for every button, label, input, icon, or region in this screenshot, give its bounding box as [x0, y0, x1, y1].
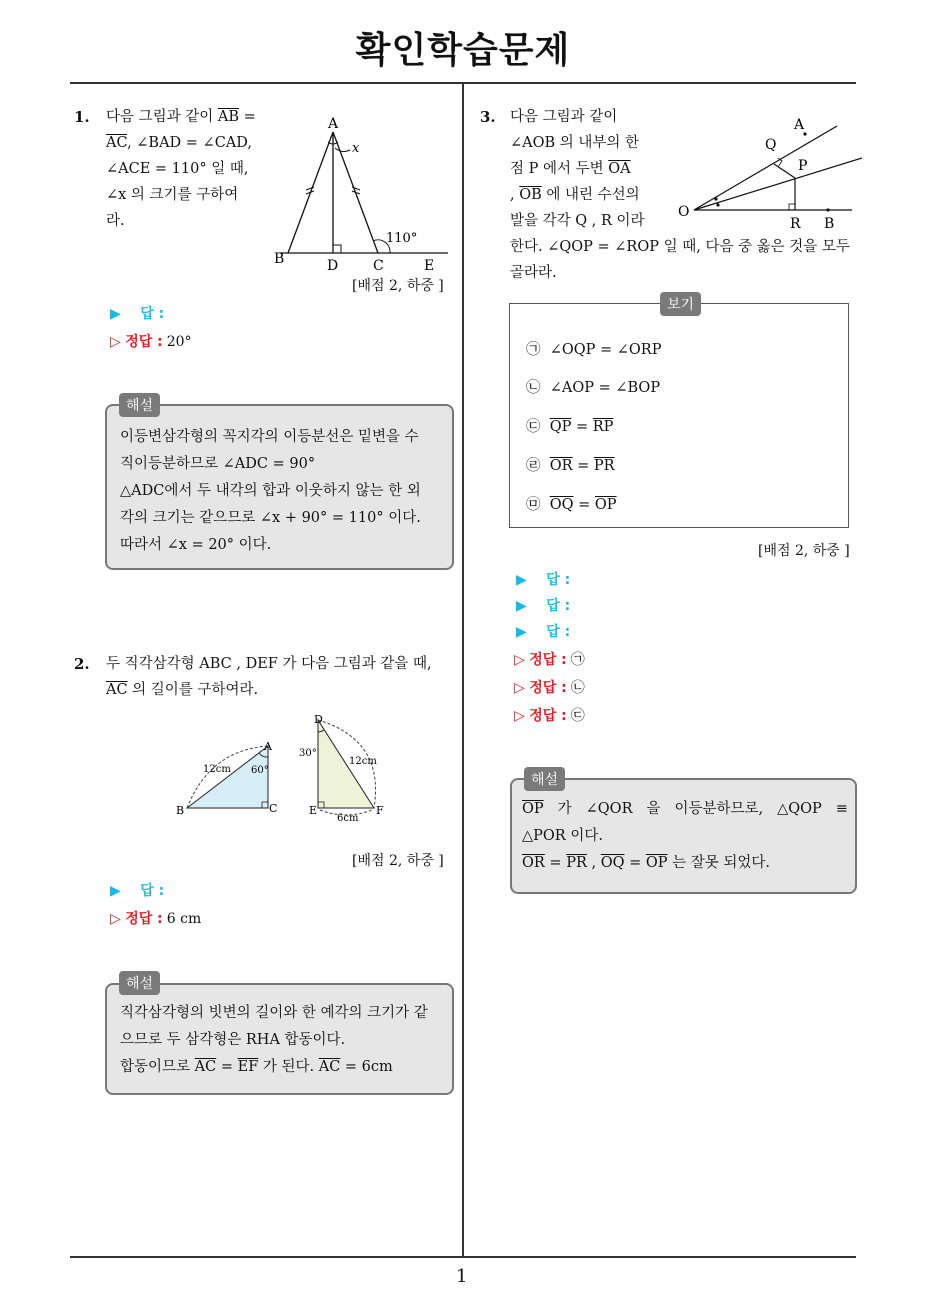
q3-correct-1: ▷ 정답 : ㉠	[514, 652, 585, 668]
q1-number: 1.	[74, 108, 90, 126]
q1-text: 다음 그림과 같이 $\overline{AB}$ = $\overline{AC}$, ∠BAD = ∠CAD, ∠ACE = 110° 일 때, ∠x 의 크기를 구하여 라.	[106, 109, 256, 229]
q3-explanation-text: $\overline{OP}$ 가 ∠QOR 을 이등분하므로, △QOP ≡ △POR 이다. $\overline{OR} = \overline{PR}$ , $\overline{OQ} = \overline{OP}$ 는 잘못 되었다.	[522, 801, 848, 871]
q2-label-12cm-1: 12cm	[203, 764, 231, 775]
q2-label-F: F	[376, 804, 384, 817]
q3-label-P: P	[798, 158, 808, 174]
q3-label-R: R	[790, 216, 801, 232]
q3-explanation-box	[510, 778, 857, 894]
bogi-item-3: ㉢ $\overline{QP} = \overline{RP}$	[526, 419, 614, 435]
q3-angle-figure	[672, 108, 862, 233]
q2-label-B: B	[176, 804, 185, 817]
q2-correct: ▷ 정답 : 6 cm	[110, 911, 202, 927]
q2-score: [배점 2, 하중 ]	[352, 853, 444, 869]
q2-label-30: 30°	[299, 748, 317, 759]
bogi-item-1: ㉠ ∠OQP = ∠ORP	[526, 342, 662, 358]
q3-bogi-box	[509, 303, 849, 528]
bogi-item-5: ㉤ $\overline{OQ} = \overline{OP}$	[526, 497, 617, 513]
q2-explanation-tag: 해설	[119, 971, 160, 995]
q2-label-C: C	[269, 802, 278, 815]
q3-explanation-tag: 해설	[524, 767, 565, 791]
q2-answer: ▶ 답 :	[110, 883, 165, 899]
q3-bogi-tag: 보기	[660, 292, 701, 316]
q1-answer: ▶ 답 :	[110, 306, 165, 322]
page-title: 확인학습문제	[355, 30, 571, 71]
q3-number: 3.	[480, 108, 496, 126]
q3-answer-2: ▶ 답 :	[516, 598, 571, 614]
q1-explanation-box	[105, 404, 454, 570]
q3-text-cont: 한다. ∠QOP = ∠ROP 일 때, 다음 중 옳은 것을 모두 골라라.	[510, 239, 850, 281]
bogi-item-2: ㉡ ∠AOP = ∠BOP	[526, 380, 661, 396]
q2-number: 2.	[74, 655, 90, 673]
q2-label-12cm-2: 12cm	[349, 756, 377, 767]
q3-score: [배점 2, 하중 ]	[758, 543, 850, 559]
q3-label-Q: Q	[765, 137, 777, 153]
q1-score: [배점 2, 하중 ]	[352, 278, 444, 294]
q1-label-x: x	[352, 141, 360, 156]
page-number: 1	[456, 1266, 468, 1287]
q2-label-D: D	[314, 713, 323, 726]
q1-label-E: E	[424, 258, 435, 274]
q1-label-D: D	[327, 258, 339, 274]
q2-explanation-box	[105, 983, 454, 1095]
q1-explanation-tag: 해설	[119, 393, 160, 417]
q1-triangle-figure	[270, 110, 460, 275]
q3-answer-1: ▶ 답 :	[516, 572, 571, 588]
q1-label-110: 110°	[386, 231, 418, 246]
q2-text: 두 직각삼각형 ABC , DEF 가 다음 그림과 같을 때, $\overline{AC}$ 의 길이를 구하여라.	[106, 656, 432, 698]
q3-answer-3: ▶ 답 :	[516, 624, 571, 640]
q3-correct-3: ▷ 정답 : ㉢	[514, 708, 585, 724]
q2-explanation-text: 직각삼각형의 빗변의 길이와 한 예각의 크기가 같 으므로 두 삼각형은 RHA 합동이다. 합동이므로 $\overline{AC} = \overline{EF}$ 가 된다. $\overline{AC} = 6cm$	[120, 1005, 428, 1075]
bottom-rule	[70, 1256, 856, 1258]
column-divider	[462, 84, 464, 1258]
q3-correct-2: ▷ 정답 : ㉡	[514, 680, 585, 696]
q3-label-B: B	[824, 216, 835, 232]
q2-label-60: 60°	[251, 765, 269, 776]
q3-text: 다음 그림과 같이 ∠AOB 의 내부의 한 점 P 에서 두변 $\overline{OA}$ , $\overline{OB}$ 에 내린 수선의 발을 각각 Q , R 이라	[510, 109, 645, 229]
q1-correct: ▷ 정답 : 20°	[110, 334, 192, 350]
q1-explanation-text: 이등변삼각형의 꼭지각의 이등분선은 밑변을 수 직이등분하므로 ∠ADC = 90° △ADC에서 두 내각의 합과 이웃하지 않는 한 외 각의 크기는 같으므로 ∠x + 90° = 110° 이다. 따라서 ∠x = 20° 이다.	[120, 429, 421, 553]
q1-label-C: C	[373, 258, 384, 274]
q2-label-E: E	[309, 804, 318, 817]
q3-label-A: A	[794, 117, 805, 133]
q1-label-A: A	[328, 116, 339, 132]
q3-label-O: O	[678, 204, 690, 220]
q2-triangles-figure	[170, 710, 400, 825]
bogi-item-4: ㉣ $\overline{OR} = \overline{PR}$	[526, 458, 615, 474]
q2-label-6cm: 6cm	[337, 813, 359, 824]
q1-label-B: B	[274, 251, 285, 267]
q2-label-A: A	[264, 740, 272, 753]
